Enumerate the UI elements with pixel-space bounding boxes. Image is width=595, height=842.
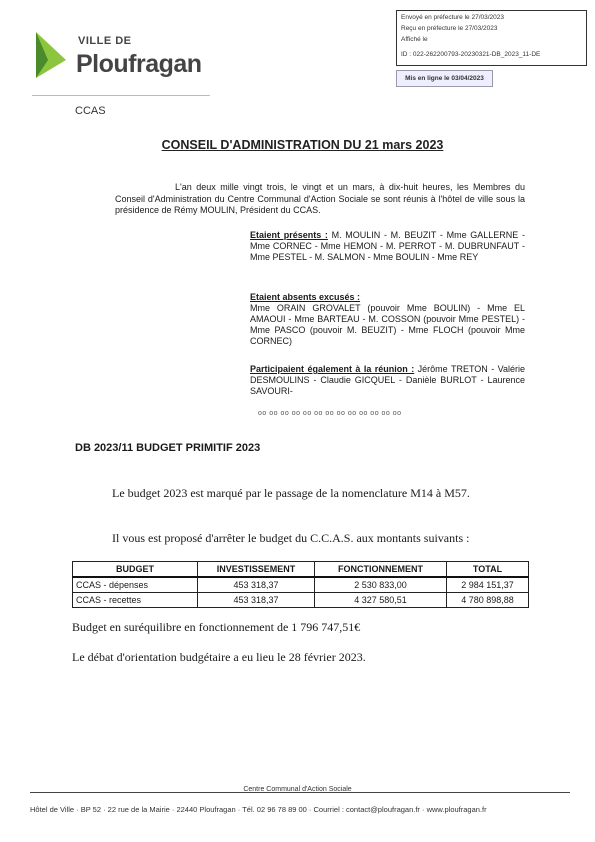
table-row	[73, 577, 529, 593]
footer-org: Centre Communal d'Action Sociale	[243, 786, 352, 793]
table-header-row	[73, 562, 529, 578]
page-title: CONSEIL D'ADMINISTRATION DU 21 mars 2023	[161, 138, 444, 152]
present-label: Etaient présents :	[250, 230, 328, 240]
stamp-posted: Affiché le	[401, 36, 428, 43]
table-cell: 453 318,37	[198, 577, 315, 593]
online-stamp: Mis en ligne le 03/04/2023	[396, 70, 493, 87]
intro-paragraph: L'an deux mille vingt trois, le vingt et un mars, à dix-huit heures, les Membres du Conseil d'Administration du Centre Communal d'Action Sociale se sont réunis à l'hôtel de ville sous la présidence de Rémy MOULIN, Président du CCAS.	[115, 182, 525, 215]
table-cell: 2 530 833,00	[315, 577, 447, 593]
deliberation-title: DB 2023/11 BUDGET PRIMITIF 2023	[75, 442, 261, 454]
logo-divider	[32, 95, 210, 96]
logo-name-text: Ploufragan	[76, 50, 202, 78]
header-investissement: INVESTISSEMENT	[198, 562, 315, 578]
budget-table	[72, 561, 529, 608]
body-paragraph-3: Budget en suréquilibre en fonctionnement de 1 796 747,51€	[72, 620, 361, 634]
absent-label: Etaient absents excusés :	[250, 292, 361, 302]
absent-list: Mme ORAIN GROVALET (pouvoir Mme BOULIN) - Mme EL AMAOUI - Mme BARTEAU - M. COSSON (pouvoir Mme PESTEL) - Mme PASCO (pouvoir M. BEUZIT) - Mme FLOCH (pouvoir Mme CORNEC)	[250, 303, 525, 346]
stamp-received: Reçu en préfecture le 27/03/2023	[401, 25, 498, 32]
table-cell: CCAS - recettes	[73, 593, 198, 608]
table-cell: CCAS - dépenses	[73, 577, 198, 593]
header-total: TOTAL	[447, 562, 529, 578]
footer-divider	[30, 792, 570, 793]
present-paragraph	[250, 230, 525, 263]
table-cell: 4 780 898,88	[447, 593, 529, 608]
separator-dots: oo oo oo oo oo oo oo oo oo oo oo oo oo	[258, 410, 402, 417]
stamp-id: ID : 022-262200793-20230321-DB_2023_11-DE	[401, 51, 541, 58]
logo-icon	[32, 30, 68, 80]
footer-address: Hôtel de Ville · BP 52 · 22 rue de la Mairie · 22440 Ploufragan · Tél. 02 96 78 89 00 · Courriel : contact@ploufragan.fr · www.ploufragan.fr	[30, 805, 487, 814]
body-paragraph-1: Le budget 2023 est marqué par le passage de la nomenclature M14 à M57.	[112, 486, 470, 500]
table-row	[73, 593, 529, 608]
participants-list: Jérôme TRETON - Valérie DESMOULINS - Claudie GICQUEL - Danièle BURLOT - Laurence SAVOURI-	[250, 364, 526, 396]
table-cell: 4 327 580,51	[315, 593, 447, 608]
prefecture-stamp	[396, 10, 587, 66]
table-cell: 453 318,37	[198, 593, 315, 608]
logo-ville-text: VILLE DE	[78, 35, 132, 47]
table-cell: 2 984 151,37	[447, 577, 529, 593]
header-fonctionnement: FONCTIONNEMENT	[315, 562, 447, 578]
body-paragraph-4: Le débat d'orientation budgétaire a eu lieu le 28 février 2023.	[72, 650, 366, 664]
absent-paragraph	[250, 292, 525, 347]
body-paragraph-2: Il vous est proposé d'arrêter le budget du C.C.A.S. aux montants suivants :	[112, 531, 470, 545]
org-label: CCAS	[75, 105, 106, 117]
header-budget: BUDGET	[73, 562, 198, 578]
present-list: M. MOULIN - M. BEUZIT - Mme GALLERNE - Mme CORNEC - Mme HEMON - M. PERROT - M. DUBRUNFAUT - Mme PESTEL - M. SALMON - Mme BOULIN - Mme REY	[250, 230, 525, 262]
participants-label: Participaient également à la réunion :	[250, 364, 415, 374]
stamp-sent: Envoyé en préfecture le 27/03/2023	[401, 14, 504, 21]
participants-paragraph	[250, 364, 525, 397]
